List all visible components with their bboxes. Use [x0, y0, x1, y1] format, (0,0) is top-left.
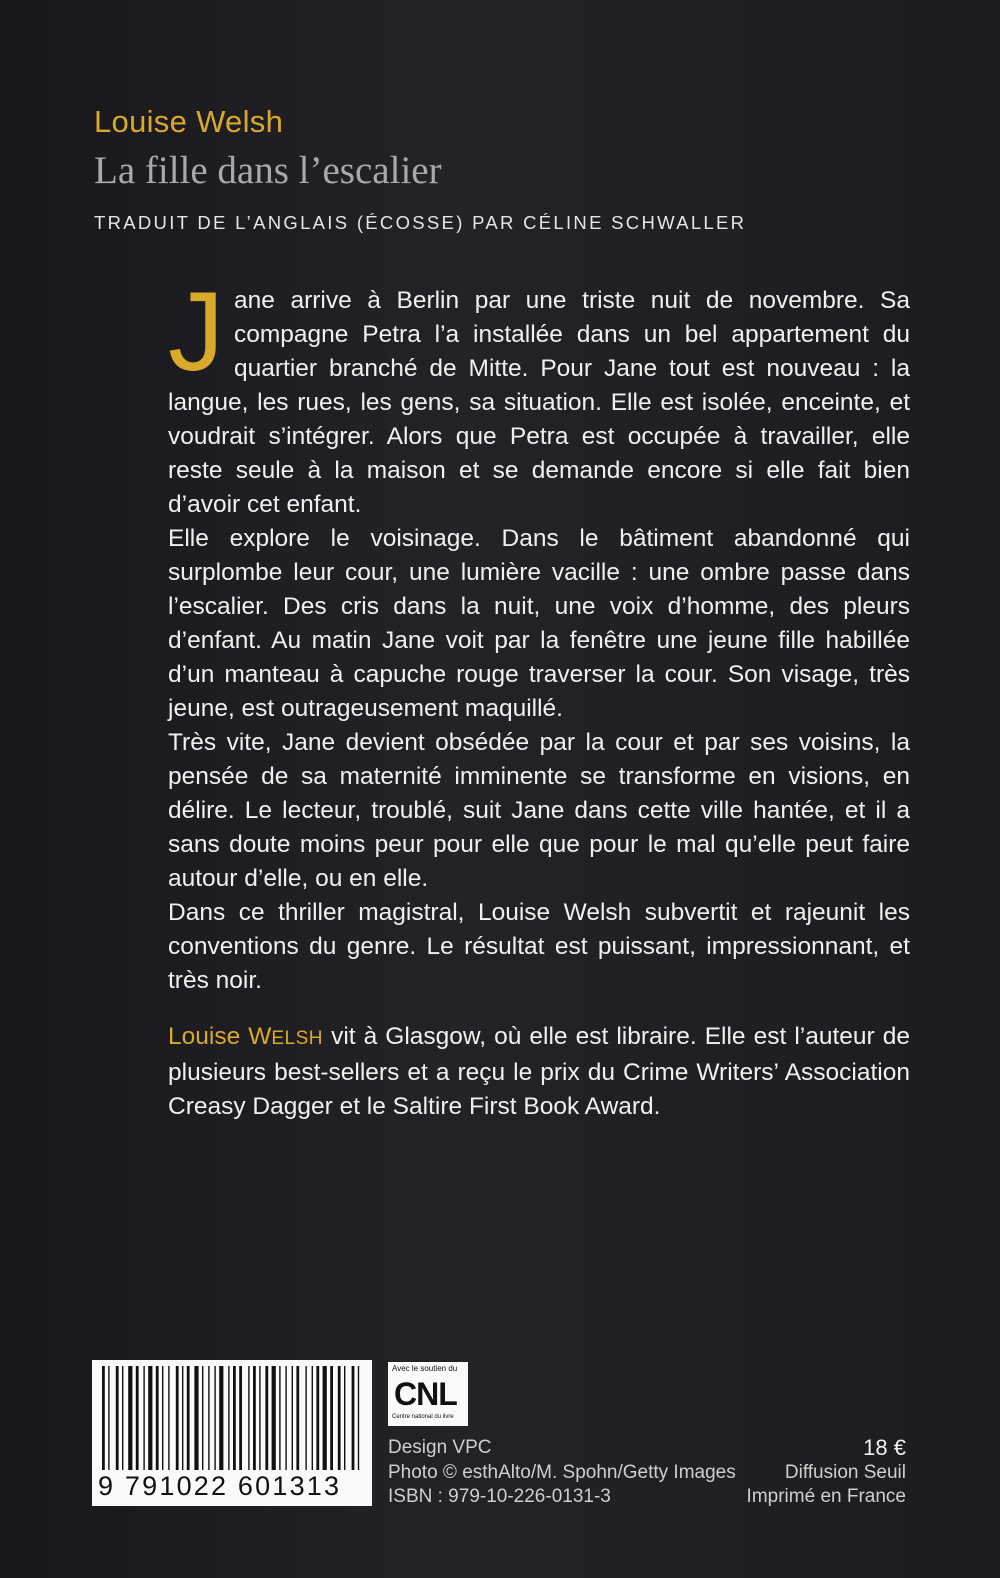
drop-cap: J	[168, 269, 224, 394]
book-title: La fille dans l’escalier	[94, 149, 442, 192]
barcode-bar	[312, 1366, 313, 1470]
barcode-bar	[102, 1366, 105, 1470]
barcode-bar	[168, 1366, 169, 1470]
barcode-bar	[202, 1366, 203, 1470]
barcode-bar	[208, 1366, 209, 1470]
barcode-bar	[352, 1366, 355, 1470]
printed-in: Imprimé en France	[746, 1486, 906, 1507]
barcode-digits: 9 791022 601313	[98, 1471, 342, 1501]
credits	[388, 1436, 736, 1510]
barcode-bar	[233, 1366, 236, 1470]
price: 18 €	[863, 1435, 906, 1460]
barcode-bar	[176, 1366, 179, 1470]
cnl-bottom-text: Centre national du livre	[392, 1414, 454, 1420]
barcode-bars	[100, 1366, 364, 1474]
bio-name-first: Louise W	[168, 1023, 272, 1050]
blurb	[168, 269, 910, 998]
barcode-bar	[116, 1366, 119, 1470]
barcode-bar	[253, 1366, 256, 1470]
cnl-top-text: Avec le soutien du	[392, 1364, 458, 1373]
barcode-bar	[136, 1366, 139, 1470]
cnl-mark: CNL	[394, 1376, 457, 1412]
barcode-bar	[122, 1366, 123, 1470]
barcode-bar	[194, 1366, 198, 1470]
blurb-paragraph-1-text: ane arrive à Berlin par une triste nuit de novembre. Sa compagne Petra l’a installée dans un bel appartement du quartier branché de Mitte. Pour Jane tout est nouveau : la langue, les rues, les gens, sa situation. Elle est isolée, enceinte, et voudrait s’intégrer. Alors que Petra est occupée à travailler, elle reste seule à la maison et se demande encore si elle fait bien d’avoir cet enfant.	[168, 287, 910, 518]
bio-name-rest: ELSH	[271, 1028, 324, 1049]
barcode-bar	[187, 1366, 190, 1470]
barcode-bar	[219, 1366, 223, 1470]
barcode-bar	[265, 1366, 268, 1470]
barcode-bar	[143, 1366, 144, 1470]
translator-credit: TRADUIT DE L’ANGLAIS (ÉCOSSE) PAR CÉLINE SCHWALLER	[94, 212, 747, 233]
barcode-bar	[323, 1366, 327, 1470]
blurb-paragraph-1	[168, 269, 910, 522]
barcode-bar	[305, 1366, 306, 1470]
bio-text: vit à Glasgow, où elle est libraire. Elle est l’auteur de plusieurs best-sellers et a reçu le prix du Crime Writers’ Association Creasy Dagger et le Saltire First Book Award.	[168, 1023, 910, 1120]
photo-credit: Photo © esthAlto/M. Spohn/Getty Images	[388, 1461, 736, 1483]
barcode-bar	[239, 1366, 242, 1470]
cnl-logo	[388, 1362, 468, 1426]
barcode-bar	[272, 1366, 276, 1470]
publisher-info	[747, 1436, 906, 1510]
barcode-bar	[279, 1366, 280, 1470]
barcode-bar	[338, 1366, 341, 1470]
barcode-bar	[148, 1366, 152, 1470]
isbn: ISBN : 979-10-226-0131-3	[388, 1486, 611, 1507]
barcode-bar	[214, 1366, 215, 1470]
barcode-bar	[182, 1366, 183, 1470]
barcode-bar	[228, 1366, 229, 1470]
barcode-bar	[344, 1366, 345, 1470]
barcode-bar	[128, 1366, 132, 1470]
barcode-bar	[358, 1366, 359, 1470]
barcode-bar	[316, 1366, 319, 1470]
distribution: Diffusion Seuil	[784, 1461, 906, 1483]
bio-author-name	[168, 1023, 323, 1050]
blurb-paragraph-2: Elle explore le voisinage. Dans le bâtiment abandonné qui surplombe leur cour, une lumière vacille : une ombre passe dans l’escalier. Des cris dans la nuit, une voix d’homme, des pleurs d’enfant. Au matin Jane voit par la fenêtre une jeune fille habillée d’un manteau à capuche rouge traverser la cour. Son visage, très jeune, est outrageusement maquillé.	[168, 525, 910, 722]
blurb-paragraph-4: Dans ce thriller magistral, Louise Welsh subvertit et rajeunit les conventions du genre. Le résultat est puissant, impressionnant, et très noir.	[168, 899, 910, 994]
barcode-bar	[285, 1366, 286, 1470]
barcode-bar	[296, 1366, 299, 1470]
barcode-bar	[259, 1366, 260, 1470]
barcode-bar	[248, 1366, 249, 1470]
barcode-bar	[292, 1366, 293, 1470]
barcode-bar	[108, 1366, 109, 1470]
author-bio	[168, 1020, 910, 1124]
design-credit: Design VPC	[388, 1437, 492, 1458]
barcode-bar	[162, 1366, 163, 1470]
author-name: Louise Welsh	[94, 104, 284, 139]
barcode-bar	[156, 1366, 159, 1470]
blurb-paragraph-3: Très vite, Jane devient obsédée par la cour et par ses voisins, la pensée de sa maternité imminente se transforme en visions, en délire. Le lecteur, troublé, suit Jane dans cette ville hantée, et il a sans doute moins peur pour elle que pour le mal qu’elle peut faire autour d’elle, ou en elle.	[168, 729, 910, 892]
barcode	[92, 1360, 372, 1506]
barcode-bar	[330, 1366, 333, 1470]
